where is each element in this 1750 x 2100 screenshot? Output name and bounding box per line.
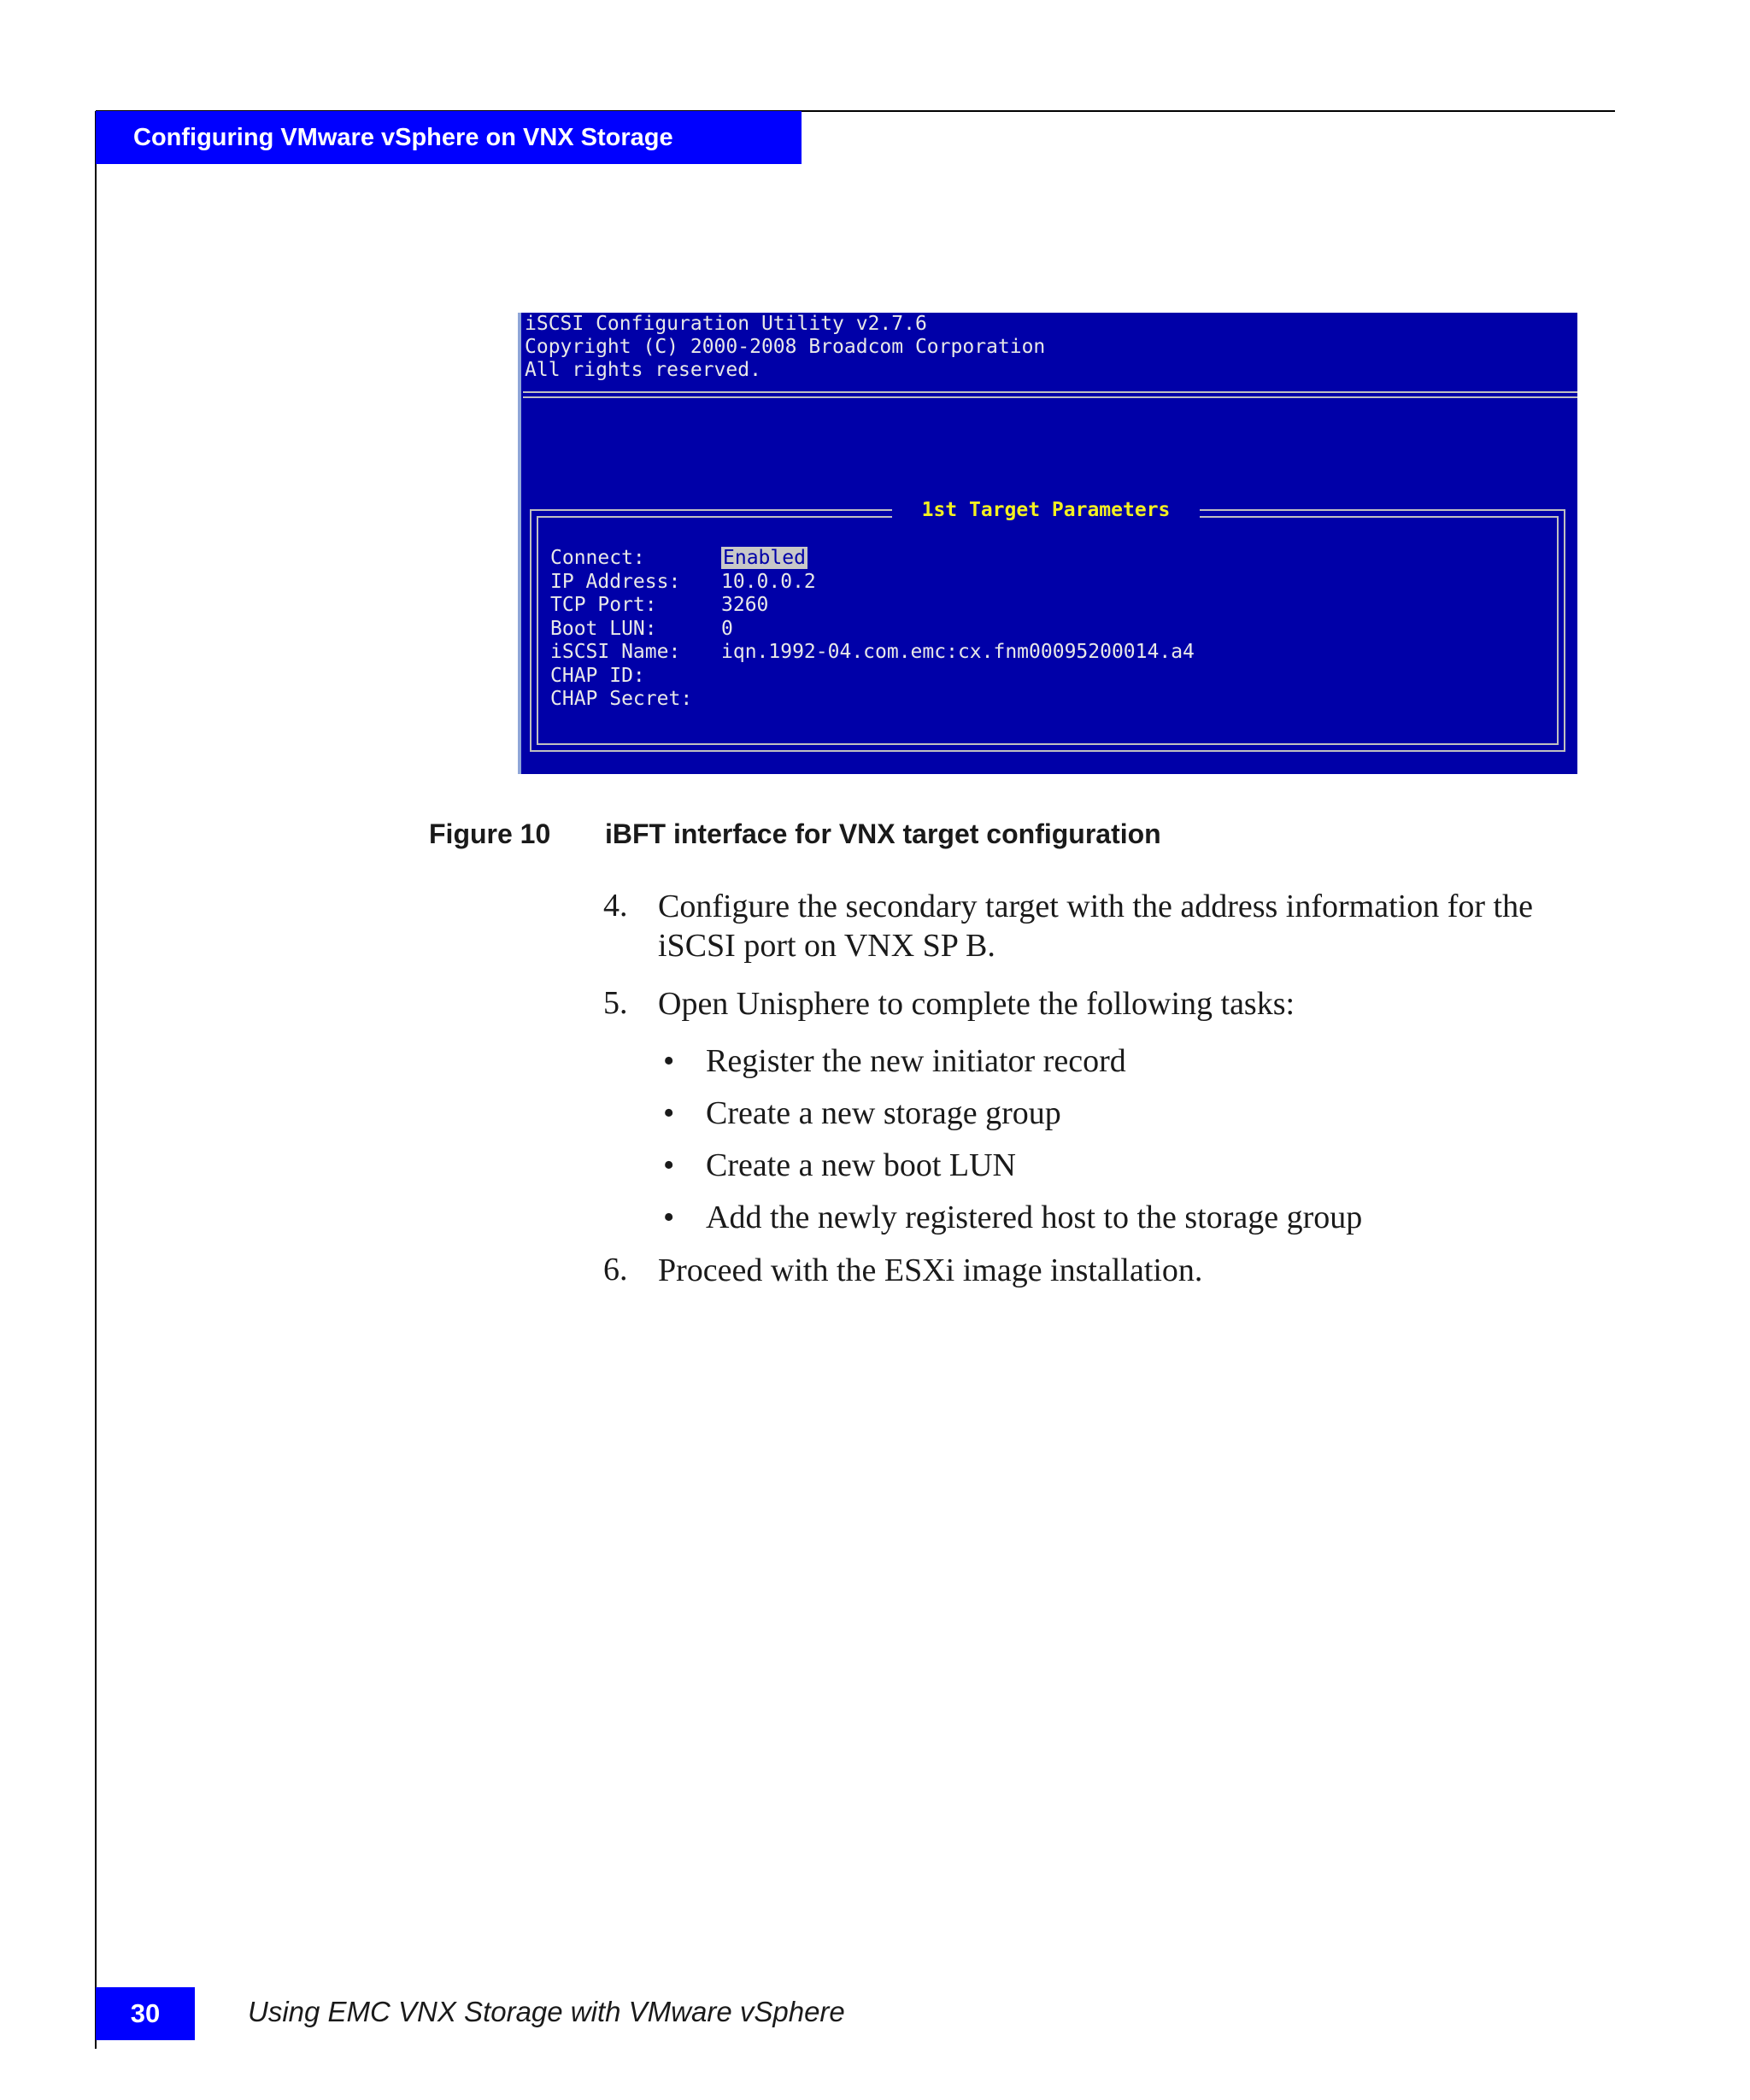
screenshot-edge — [518, 313, 521, 774]
task-item: Add the newly registered host to the storage group — [706, 1200, 1363, 1235]
param-row-tcp-port[interactable] — [550, 594, 1195, 618]
param-row-chap-secret[interactable] — [550, 688, 1195, 712]
bullet-icon: • — [663, 1095, 675, 1131]
header-separator — [523, 391, 1577, 398]
param-value[interactable]: 3260 — [721, 594, 769, 616]
param-label: Connect: — [550, 547, 645, 569]
step-number: 4. — [603, 888, 628, 924]
step-text: Open Unisphere to complete the following tasks: — [658, 986, 1295, 1022]
param-row-connect[interactable] — [550, 547, 1195, 571]
utility-rights-line: All rights reserved. — [525, 359, 761, 381]
bullet-icon: • — [663, 1043, 675, 1079]
margin-rule — [95, 111, 97, 2049]
task-item: Register the new initiator record — [706, 1043, 1126, 1079]
bullet-icon: • — [663, 1147, 675, 1183]
utility-copyright-line: Copyright (C) 2000-2008 Broadcom Corporation — [525, 336, 1046, 358]
task-item: Create a new storage group — [706, 1095, 1061, 1131]
param-row-boot-lun[interactable] — [550, 618, 1195, 642]
utility-header — [525, 313, 1045, 382]
param-label: CHAP ID: — [550, 664, 645, 687]
param-value[interactable]: 0 — [721, 617, 733, 640]
step-text: Proceed with the ESXi image installation. — [658, 1252, 1203, 1288]
param-label: iSCSI Name: — [550, 641, 681, 663]
param-value-selected[interactable]: Enabled — [723, 547, 806, 569]
figure-number: Figure 10 — [429, 818, 551, 849]
param-value[interactable]: 10.0.0.2 — [721, 570, 816, 593]
param-label: Boot LUN: — [550, 617, 657, 640]
book-title: Using EMC VNX Storage with VMware vSphere — [248, 1996, 845, 2027]
figure-caption: iBFT interface for VNX target configuration — [605, 818, 1161, 849]
step-text: Configure the secondary target with the address information for the iSCSI port on VNX SP B. — [658, 889, 1533, 964]
task-item: Create a new boot LUN — [706, 1147, 1016, 1183]
param-label: CHAP Secret: — [550, 688, 693, 710]
param-label: TCP Port: — [550, 594, 657, 616]
param-label: IP Address: — [550, 570, 681, 593]
bullet-icon: • — [663, 1200, 675, 1235]
iscsi-utility-screenshot — [518, 313, 1577, 774]
param-row-iscsi-name[interactable] — [550, 641, 1195, 665]
utility-title-line: iSCSI Configuration Utility v2.7.6 — [525, 313, 927, 335]
page-number: 30 — [96, 1987, 195, 2040]
param-row-chap-id[interactable] — [550, 665, 1195, 689]
step-number: 6. — [603, 1252, 628, 1288]
section-header: Configuring VMware vSphere on VNX Storage — [96, 111, 802, 164]
param-row-ip-address[interactable] — [550, 571, 1195, 595]
panel-title: 1st Target Parameters — [892, 499, 1200, 521]
param-value[interactable]: iqn.1992-04.com.emc:cx.fnm00095200014.a4 — [721, 641, 1195, 663]
target-parameters — [550, 547, 1195, 712]
step-number: 5. — [603, 985, 628, 1021]
